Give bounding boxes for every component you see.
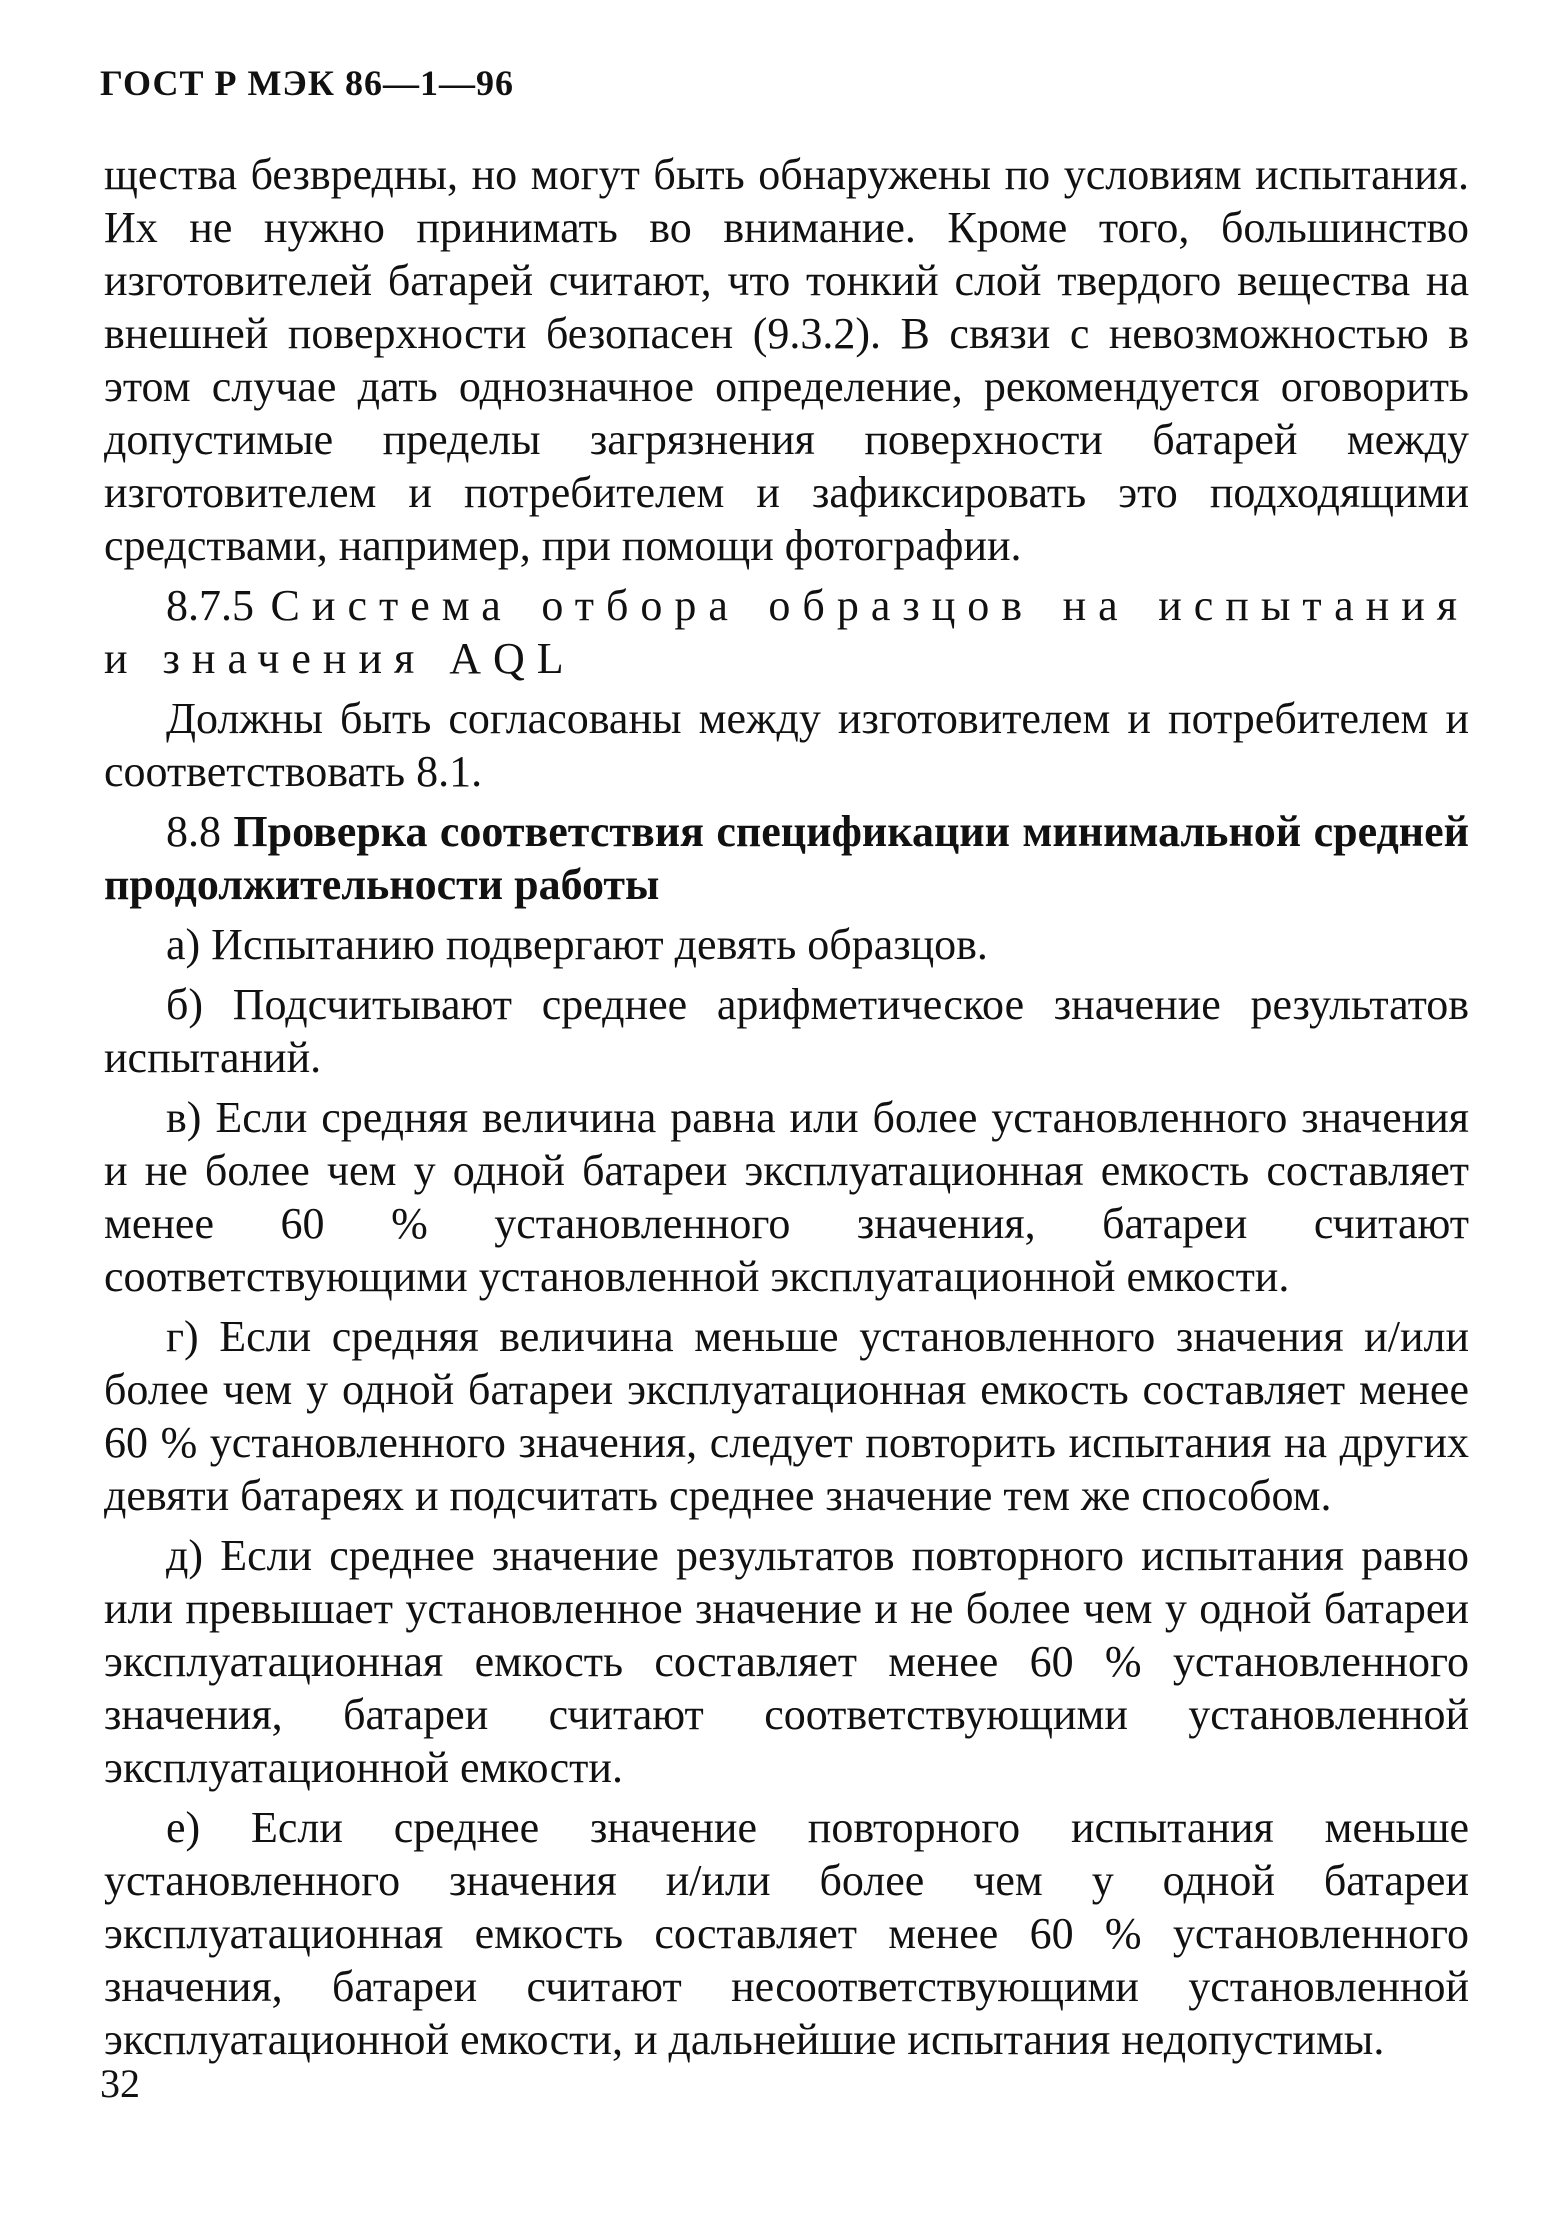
section-8-7-5-heading [104, 579, 1469, 685]
page-number: 32 [100, 2061, 140, 2106]
section-title: Система отбора образцов на испытания и значения AQL [104, 581, 1470, 683]
document-body [104, 148, 1469, 2066]
list-item-e: е) Если среднее значение повторного испытания меньше установленного значения и/или более чем у одной батареи эксплуатационная емкость составляет менее 60 % установленного значения, батареи считают несоответствующими установленной эксплуатационной емкости, и дальнейшие испытания недопустимы. [104, 1803, 1469, 2064]
list-item-a: а) Испытанию подвергают девять образцов. [166, 920, 988, 969]
list-item-d: д) Если среднее значение результатов повторного испытания равно или превышает установленное значение и не более чем у одной батареи эксплуатационная емкость составляет менее 60 % установленного значения, батареи считают соответствующими установленной эксплуатационной емкости. [104, 1531, 1469, 1792]
list-item-b: б) Подсчитывают среднее арифметическое значение результатов испытаний. [104, 980, 1469, 1082]
standard-header: ГОСТ Р МЭК 86—1—96 [100, 63, 514, 103]
section-number: 8.7.5 [166, 581, 254, 630]
list-item-g: г) Если средняя величина меньше установленного значения и/или более чем у одной батареи эксплуатационная емкость составляет менее 60 % установленного значения, следует повторить испытания на других девяти батареях и подсчитать среднее значение тем же способом. [104, 1312, 1469, 1520]
section-number: 8.8 [166, 807, 221, 856]
paragraph-continuation: щества безвредны, но могут быть обнаружены по условиям испытания. Их не нужно принимать во внимание. Кроме того, большинство изготовителей батарей считают, что тонкий слой твердого вещества на внешней поверхности безопасен (9.3.2). В связи с невозможностью в этом случае дать однозначное определение, рекомендуется оговорить допустимые пределы загрязнения поверхности батарей между изготовителем и потребителем и зафиксировать это подходящими средствами, например, при помощи фотографии. [104, 150, 1469, 570]
section-8-7-5-text: Должны быть согласованы между изготовителем и потребителем и соответствовать 8.1. [104, 694, 1469, 796]
section-8-8-heading [104, 805, 1469, 911]
section-title: Проверка соответствия спецификации минимальной средней продолжительности работы [104, 807, 1470, 909]
list-item-v: в) Если средняя величина равна или более установленного значения и не более чем у одной батареи эксплуатационная емкость составляет менее 60 % установленного значения, батареи считают соответствующими установленной эксплуатационной емкости. [104, 1093, 1469, 1301]
